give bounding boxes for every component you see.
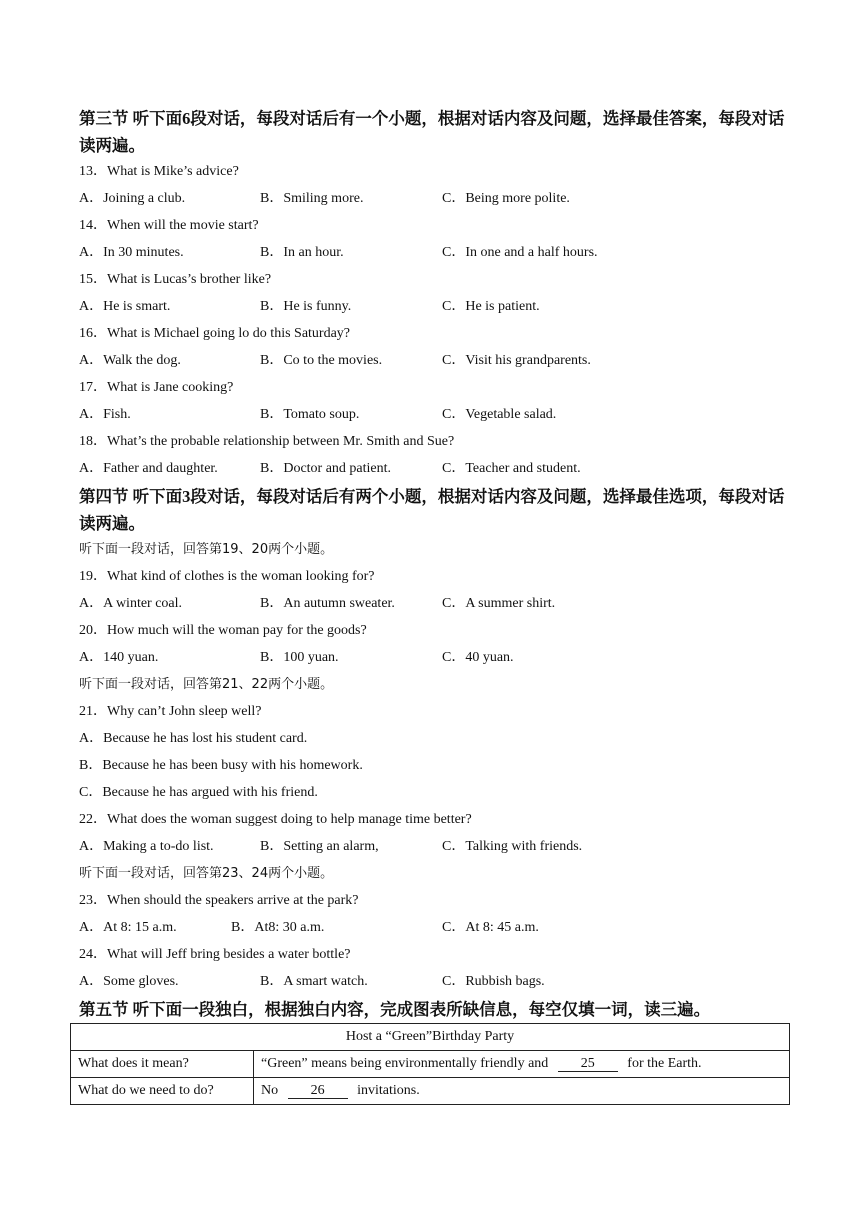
option-21a: A．Because he has lost his student card. xyxy=(79,731,308,746)
option-21c: C．Because he has argued with his friend. xyxy=(79,785,318,800)
question-22: 22．What does the woman suggest doing to help manage time better? xyxy=(79,812,472,827)
question-21: 21．Why can’t John sleep well? xyxy=(79,704,262,719)
option-19c: C．A summer shirt. xyxy=(442,596,556,611)
option-23a: A．At 8: 15 a.m. xyxy=(79,920,177,935)
option-14b: B．In an hour. xyxy=(260,245,344,260)
option-22c: C．Talking with friends. xyxy=(442,839,583,854)
table-row1-label: What does it mean? xyxy=(71,1051,254,1078)
question-20: 20．How much will the woman pay for the goods? xyxy=(79,623,367,638)
question-23: 23．When should the speakers arrive at the park? xyxy=(79,893,359,908)
option-13c: C．Being more polite. xyxy=(442,191,570,206)
section3-title: 第三节 听下面6段对话，每段对话后有一个小题，根据对话内容及问题，选择最佳答案，每段对话读两遍。 xyxy=(79,109,785,155)
option-22b: B．Setting an alarm, xyxy=(260,839,379,854)
option-15a: A．He is smart. xyxy=(79,299,171,314)
option-22a: A．Making a to-do list. xyxy=(79,839,214,854)
question-16: 16．What is Michael going lo do this Saturday? xyxy=(79,326,351,341)
question-24: 24．What will Jeff bring besides a water bottle? xyxy=(79,947,351,962)
option-13b: B．Smiling more. xyxy=(260,191,364,206)
question-13: 13．What is Mike’s advice? xyxy=(79,164,239,179)
option-18a: A．Father and daughter. xyxy=(79,461,218,476)
blank-26: 26 xyxy=(288,1083,348,1099)
option-19a: A．A winter coal. xyxy=(79,596,183,611)
option-14c: C．In one and a half hours. xyxy=(442,245,598,260)
option-19b: B．An autumn sweater. xyxy=(260,596,395,611)
option-14a: A．In 30 minutes. xyxy=(79,245,184,260)
option-18c: C．Teacher and student. xyxy=(442,461,581,476)
option-13a: A．Joining a club. xyxy=(79,191,186,206)
option-21b: B．Because he has been busy with his homework. xyxy=(79,758,363,773)
option-16c: C．Visit his grandparents. xyxy=(442,353,591,368)
row1-text-before: “Green” means being environmentally friendly and xyxy=(261,1056,549,1071)
option-20c: C．40 yuan. xyxy=(442,650,514,665)
option-23b: B．At8: 30 a.m. xyxy=(231,920,325,935)
dialogue-intro-23-24: 听下面一段对话，回答第23、24两个小题。 xyxy=(79,866,334,881)
option-16a: A．Walk the dog. xyxy=(79,353,181,368)
question-17: 17．What is Jane cooking? xyxy=(79,380,234,395)
question-19: 19．What kind of clothes is the woman looking for? xyxy=(79,569,375,584)
table-row1-content xyxy=(254,1051,790,1078)
row2-text-before: No xyxy=(261,1083,279,1098)
option-17b: B．Tomato soup. xyxy=(260,407,360,422)
dialogue-intro-19-20: 听下面一段对话，回答第19、20两个小题。 xyxy=(79,542,334,557)
option-23c: C．At 8: 45 a.m. xyxy=(442,920,539,935)
dialogue-intro-21-22: 听下面一段对话，回答第21、22两个小题。 xyxy=(79,677,334,692)
option-15c: C．He is patient. xyxy=(442,299,540,314)
question-18: 18．What’s the probable relationship between Mr. Smith and Sue? xyxy=(79,434,455,449)
table-row2-content xyxy=(254,1078,790,1105)
option-24b: B．A smart watch. xyxy=(260,974,368,989)
option-24a: A．Some gloves. xyxy=(79,974,179,989)
option-20a: A．140 yuan. xyxy=(79,650,159,665)
question-14: 14．When will the movie start? xyxy=(79,218,259,233)
row2-text-after: invitations. xyxy=(357,1083,420,1098)
row1-text-after: for the Earth. xyxy=(627,1056,702,1071)
option-18b: B．Doctor and patient. xyxy=(260,461,392,476)
info-table xyxy=(70,1023,790,1105)
blank-25: 25 xyxy=(558,1056,618,1072)
option-16b: B．Co to the movies. xyxy=(260,353,383,368)
section4-title: 第四节 听下面3段对话，每段对话后有两个小题，根据对话内容及问题，选择最佳选项，每段对话读两遍。 xyxy=(79,487,785,533)
table-row2-label: What do we need to do? xyxy=(71,1078,254,1105)
table-heading: Host a “Green”Birthday Party xyxy=(71,1024,790,1051)
option-24c: C．Rubbish bags. xyxy=(442,974,545,989)
section5-title: 第五节 听下面一段独白，根据独白内容，完成图表所缺信息，每空仅填一词，读三遍。 xyxy=(79,1000,711,1019)
option-15b: B．He is funny. xyxy=(260,299,352,314)
option-17c: C．Vegetable salad. xyxy=(442,407,557,422)
option-17a: A．Fish. xyxy=(79,407,131,422)
option-20b: B．100 yuan. xyxy=(260,650,339,665)
question-15: 15．What is Lucas’s brother like? xyxy=(79,272,272,287)
